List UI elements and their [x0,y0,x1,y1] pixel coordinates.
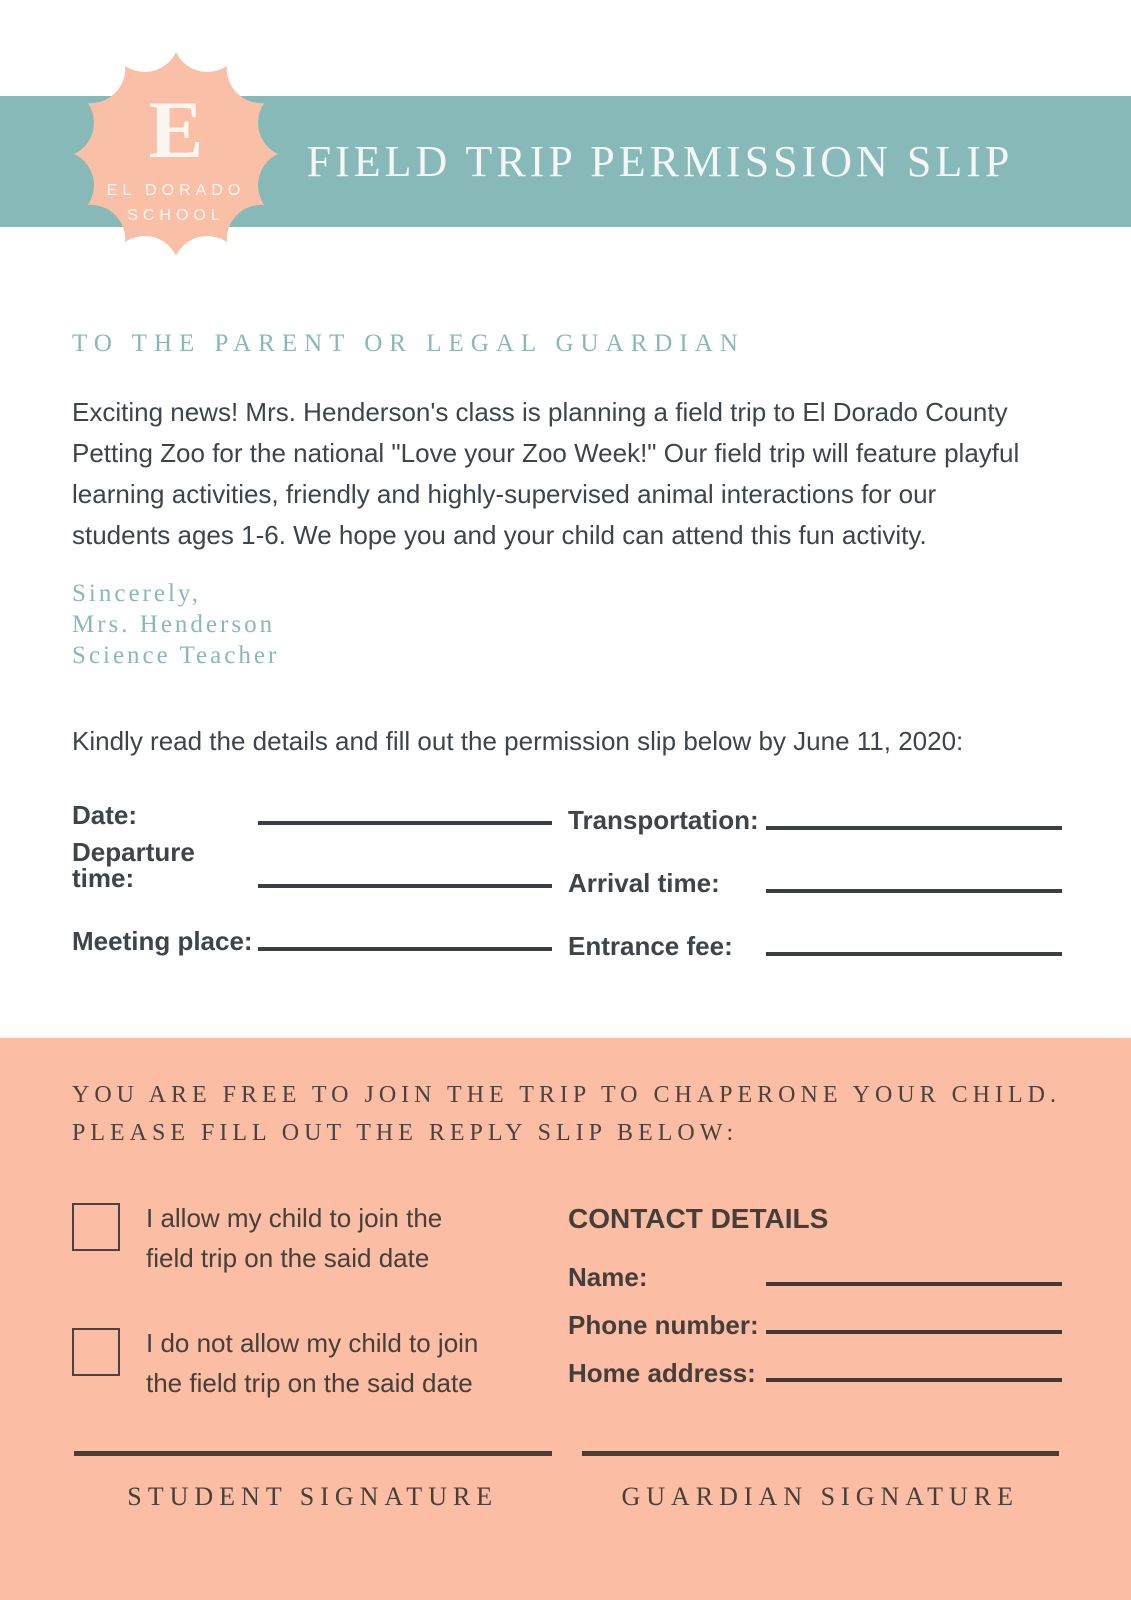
school-logo-badge [64,42,288,266]
closing-teacher-role: Science Teacher [72,642,280,669]
field-row-entrance-fee [568,917,1062,959]
guardian-signature-block [582,1451,1060,1512]
letter-closing [72,578,279,671]
guardian-signature-line[interactable] [582,1451,1060,1456]
contact-details [568,1203,1062,1401]
phone-number-input-line[interactable] [766,1330,1062,1334]
option-row-not-allow [72,1323,502,1403]
field-row-departure-time [72,837,552,893]
header-title-wrap [302,96,1018,227]
meeting-place-label: Meeting place: [72,926,253,956]
guardian-signature-label: GUARDIAN SIGNATURE [621,1482,1020,1511]
school-initial: E [148,84,204,175]
school-name-line1: EL DORADO [106,182,246,199]
school-name [107,178,246,228]
salutation-heading: TO THE PARENT OR LEGAL GUARDIAN [72,330,745,357]
name-input-line[interactable] [766,1282,1062,1286]
letter-body: Exciting news! Mrs. Henderson's class is planning a field trip to El Dorado County Petting Zoo for the national "Love your Zoo Week!" Our field trip will feature playful learning activities, friendly and highly-supervised animal interactions for our students ages 1-6. We hope you and your child can attend this fun activity. [72,397,1020,550]
trip-details-left-column [72,786,552,980]
closing-teacher-name: Mrs. Henderson [72,611,276,638]
trip-details-form [72,786,1062,980]
date-label: Date: [72,800,138,830]
transportation-input-line[interactable] [766,826,1062,830]
consent-options [72,1198,502,1448]
field-row-date [72,786,552,828]
instruction-line: Kindly read the details and fill out the permission slip below by June 11, 2020: [72,726,964,756]
school-name-line2: SCHOOL [127,207,225,224]
student-signature-line[interactable] [74,1451,552,1456]
not-allow-option-label: I do not allow my child to join the field trip on the said date [146,1328,479,1398]
contact-row-phone [568,1305,1062,1338]
entrance-fee-label: Entrance fee: [568,931,733,961]
allow-checkbox[interactable] [72,1203,120,1251]
student-signature-block [74,1451,552,1512]
date-input-line[interactable] [258,821,552,825]
arrival-time-label: Arrival time: [568,868,720,898]
page-title: FIELD TRIP PERMISSION SLIP [306,137,1014,186]
field-row-transportation [568,791,1062,833]
departure-time-label: Departure time: [72,837,195,893]
closing-sincerely: Sincerely, [72,580,202,607]
arrival-time-input-line[interactable] [766,889,1062,893]
name-label: Name: [568,1262,648,1292]
contact-row-name [568,1257,1062,1290]
field-row-arrival-time [568,854,1062,896]
trip-details-right-column [568,786,1062,980]
student-signature-label: STUDENT SIGNATURE [127,1482,499,1511]
allow-option-label: I allow my child to join the field trip on the said date [146,1203,443,1273]
reply-slip-section [0,1038,1131,1600]
reply-slip-heading [72,1076,1061,1152]
home-address-label: Home address: [568,1358,756,1388]
entrance-fee-input-line[interactable] [766,952,1062,956]
contact-details-heading: CONTACT DETAILS [568,1203,829,1234]
departure-time-input-line[interactable] [258,884,552,888]
contact-row-home-address [568,1353,1062,1386]
field-row-meeting-place [72,912,552,954]
option-row-allow [72,1198,502,1278]
transportation-label: Transportation: [568,805,759,835]
school-logo-text [64,42,288,266]
home-address-input-line[interactable] [766,1378,1062,1382]
signature-area [74,1451,1059,1512]
phone-number-label: Phone number: [568,1310,759,1340]
meeting-place-input-line[interactable] [258,947,552,951]
reply-slip-heading-line1: YOU ARE FREE TO JOIN THE TRIP TO CHAPERONE YOUR CHILD. [72,1082,1061,1108]
not-allow-checkbox[interactable] [72,1328,120,1376]
reply-slip-heading-line2: PLEASE FILL OUT THE REPLY SLIP BELOW: [72,1120,739,1146]
